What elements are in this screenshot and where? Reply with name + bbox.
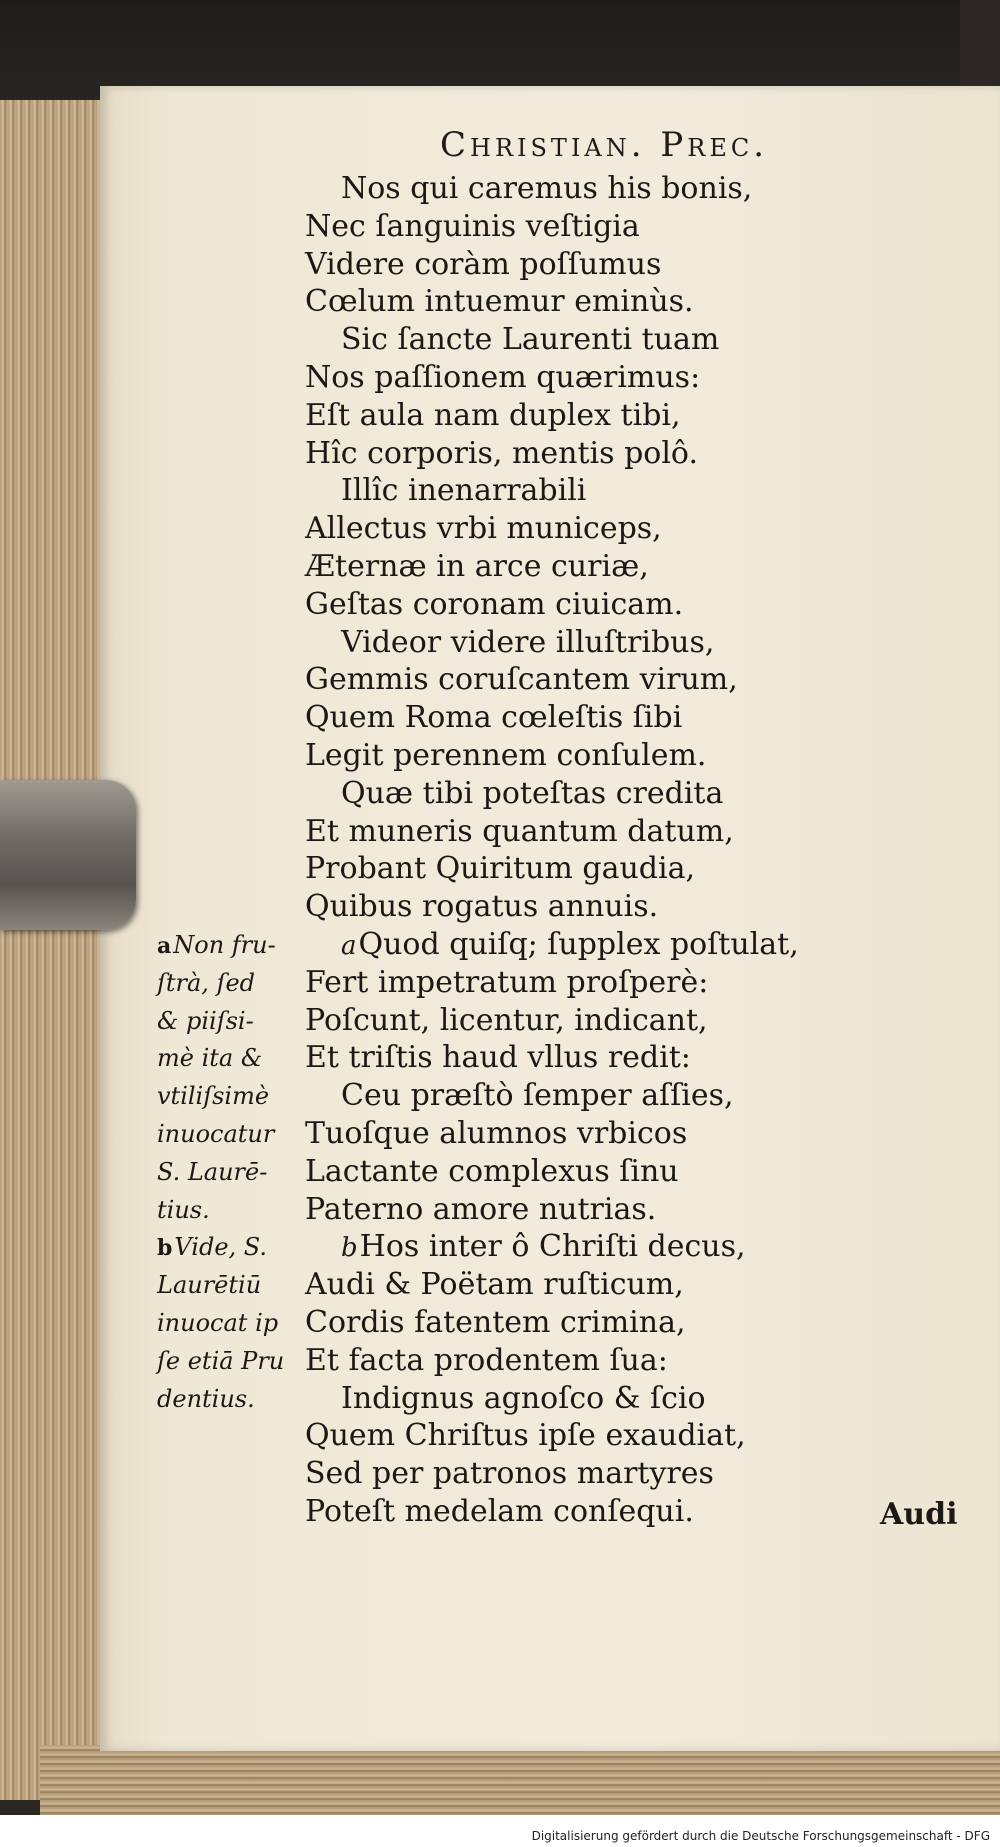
margin-note-line <box>157 1381 297 1419</box>
verse-line <box>305 1191 805 1229</box>
verse-line-text: Poſcunt, licentur, indicant, <box>305 1002 708 1038</box>
margin-note-text: mè ita & <box>157 1044 263 1073</box>
verse-line-text: Æternæ in arce curiæ, <box>305 548 649 584</box>
margin-note-text: ſe etiā Pru <box>157 1346 285 1375</box>
verse-line-text: Cœlum intuemur eminùs. <box>305 284 694 320</box>
verse-line <box>305 283 805 321</box>
verse-line-text: Et muneris quantum datum, <box>305 813 734 849</box>
verse-line-text: Videor videre illuſtribus, <box>341 624 715 660</box>
verse-line <box>305 624 805 662</box>
verse-line <box>305 1115 805 1153</box>
verse-line <box>305 1493 805 1531</box>
margin-note-line <box>157 1154 297 1192</box>
verse-line <box>305 737 805 775</box>
margin-note-text: tius. <box>157 1195 210 1224</box>
verse-line-text: Probant Quiritum gaudia, <box>305 851 696 887</box>
verse-line-text: Poteſt medelam conſequi. <box>305 1493 694 1529</box>
verse-line-text: Legit perennem conſulem. <box>305 737 707 773</box>
margin-note-text: inuocat ip <box>157 1308 279 1337</box>
note-marker: b <box>341 1233 358 1264</box>
verse-line-text: Fert impetratum proſperè: <box>305 964 709 1000</box>
verse-line-text: Geſtas coronam ciuicam. <box>305 586 684 622</box>
verse-line <box>305 1077 805 1115</box>
verse-line-text: Quæ tibi poteſtas credita <box>341 775 724 811</box>
verse-line-text: Ceu præſtò ſemper aſſies, <box>341 1078 734 1114</box>
verse-line <box>305 1380 805 1418</box>
verse-line-text: Nos qui caremus his bonis, <box>341 171 753 206</box>
margin-note-text: dentius. <box>157 1384 255 1413</box>
verse-line <box>305 699 805 737</box>
margin-note-text: Non fru- <box>173 931 276 959</box>
verse-line-text: Paterno amore nutrias. <box>305 1191 657 1227</box>
verse-line <box>305 1342 805 1380</box>
verse-line <box>305 359 805 397</box>
verse-line <box>305 321 805 359</box>
verse-line <box>305 850 805 888</box>
page-edges-bottom <box>40 1745 1000 1815</box>
verse-line <box>305 1153 805 1191</box>
verse-line <box>305 510 805 548</box>
verse-line <box>305 170 805 208</box>
margin-note-line <box>157 1267 297 1305</box>
verse-line-text: Quem Chriſtus ipſe exaudiat, <box>305 1418 746 1454</box>
verse-line-text: Sic ſancte Laurenti tuam <box>341 322 720 358</box>
margin-note-line <box>157 1040 297 1078</box>
footer-credit: Digitalisierung gefördert durch die Deutsche Forschungsgemeinschaft - DFG <box>531 1829 990 1843</box>
margin-note-line <box>157 1305 297 1343</box>
verse-line <box>305 586 805 624</box>
verse-line <box>305 208 805 246</box>
verse-line <box>305 548 805 586</box>
verse-line-text: Quem Roma cœleſtis ſibi <box>305 700 683 736</box>
margin-note-text: inuocatur <box>157 1119 275 1148</box>
verse-line <box>305 1455 805 1493</box>
verse-line-text: Sed per patronos martyres <box>305 1456 714 1492</box>
verse-line <box>305 435 805 473</box>
margin-notes <box>157 927 297 1418</box>
verse-line <box>305 397 805 435</box>
verse-line <box>305 775 805 813</box>
verse-line-text: Illîc inenarrabili <box>341 473 587 509</box>
verse-line <box>305 813 805 851</box>
verse-line <box>305 1228 805 1266</box>
verse-line-text: Hîc corporis, mentis polô. <box>305 435 699 471</box>
margin-note-line <box>157 927 297 965</box>
verse-line-text: Tuoſque alumnos vrbicos <box>305 1115 688 1151</box>
verse-line-text: Lactante complexus ſinu <box>305 1153 679 1189</box>
verse-line <box>305 1002 805 1040</box>
margin-note-text: S. Laurē- <box>157 1157 268 1186</box>
margin-note-line <box>157 1003 297 1041</box>
verse-line-text: Nec ſanguinis veſtigia <box>305 208 640 244</box>
margin-note-line <box>157 1116 297 1154</box>
verse-line-text: Nos paſſionem quærimus: <box>305 359 701 395</box>
verse-line-text: Hos inter ô Chriſti decus, <box>359 1229 746 1265</box>
verse-line-text: Et triſtis haud vllus redit: <box>305 1040 691 1076</box>
verse-line-text: Quibus rogatus annuis. <box>305 889 659 925</box>
verse-text <box>305 170 805 1531</box>
verse-line <box>305 1266 805 1304</box>
verse-line <box>305 1304 805 1342</box>
margin-note-line <box>157 965 297 1003</box>
running-head: Christian. Prec. <box>440 125 769 165</box>
margin-note-line <box>157 1343 297 1381</box>
verse-line-text: Audi & Poëtam ruſticum, <box>305 1267 684 1303</box>
verse-line <box>305 888 805 926</box>
margin-note-text: Laurētiū <box>157 1271 262 1300</box>
note-marker: a <box>341 930 357 961</box>
verse-line <box>305 964 805 1002</box>
verse-line-text: Quod quiſq; ſupplex poſtulat, <box>358 926 799 962</box>
verse-line-text: Gemmis coruſcantem virum, <box>305 662 738 698</box>
margin-note-marker: b <box>157 1235 173 1262</box>
page-edges-left <box>0 100 110 1800</box>
margin-note-line <box>157 1229 297 1267</box>
margin-note-text: ſtrà, ſed <box>157 968 256 997</box>
verse-line-text: Cordis fatentem crimina, <box>305 1304 686 1340</box>
verse-line <box>305 926 805 964</box>
verse-line <box>305 661 805 699</box>
verse-line <box>305 1417 805 1455</box>
margin-note-marker: a <box>157 933 172 959</box>
margin-note-line <box>157 1192 297 1230</box>
verse-line-text: Indignus agnoſco & ſcio <box>341 1380 706 1416</box>
catchword: Audi <box>880 1497 958 1532</box>
margin-note-text: Vide, S. <box>174 1233 268 1262</box>
verse-line-text: Videre coràm poſſumus <box>305 246 662 282</box>
margin-note-text: & piiſsi- <box>157 1006 254 1035</box>
verse-line-text: Eſt aula nam duplex tibi, <box>305 397 681 433</box>
verse-line-text: Et facta prodentem ſua: <box>305 1342 668 1378</box>
verse-line <box>305 1039 805 1077</box>
verse-line <box>305 246 805 284</box>
book-clamp <box>0 780 136 930</box>
margin-note-line <box>157 1078 297 1116</box>
verse-line <box>305 472 805 510</box>
margin-note-text: vtiliſsimè <box>157 1082 270 1111</box>
verse-line-text: Allectus vrbi municeps, <box>305 511 662 547</box>
